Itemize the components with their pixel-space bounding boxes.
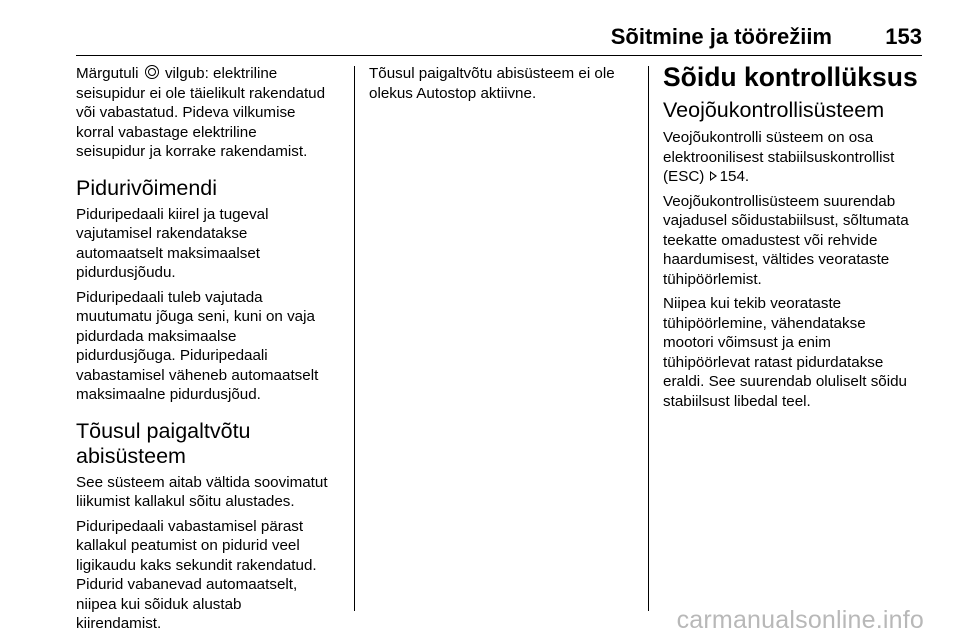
paragraph <box>663 192 925 290</box>
paragraph <box>663 294 925 411</box>
text-line: tühipöörlemine, vähendatakse <box>663 314 866 332</box>
paragraph <box>663 128 925 187</box>
text-line: automaatselt maksimaalset <box>76 244 261 262</box>
text-line: kiirendamist. <box>76 615 162 632</box>
running-title: Sõitmine ja töörežiim <box>610 24 832 49</box>
text-line: vajadusel sõidustabiilsust, sõltumata <box>663 212 909 229</box>
text-line: eraldi. See suurendab oluliselt sõidu <box>663 373 908 390</box>
text-line: vabastamisel väheneb automaatselt <box>76 366 319 384</box>
header-rule <box>76 55 922 57</box>
text-line: Piduripedaali kiirel ja tugeval <box>76 205 269 223</box>
column-left <box>76 64 346 639</box>
text-line: olekus Autostop aktiivne. <box>369 84 537 102</box>
text-line: Piduripedaali tuleb vajutada <box>76 288 263 306</box>
text-line: ligikaudu kaks sekundit rakendatud. <box>76 556 317 574</box>
text-line: pidurdusjõuga. Piduripedaali <box>76 347 268 364</box>
heading-pidurivoimendi: Pidurivõimendi <box>76 175 218 200</box>
text-line: korral vabastage elektriline <box>76 123 257 141</box>
text-line: mootori võimsust ja enim <box>663 334 831 351</box>
text-line: muutumatu jõuga seni, kuni on vaja <box>76 308 315 325</box>
parking-brake-warning-icon <box>145 65 159 79</box>
text-line: See süsteem aitab vältida soovimatut <box>76 473 328 491</box>
page-reference-link[interactable]: 154. <box>719 168 750 185</box>
paragraph <box>369 64 637 103</box>
column-middle <box>369 64 637 108</box>
text-line: maksimaalne pidurdusjõud. <box>76 386 261 403</box>
watermark: carmanualsonline.info <box>676 606 924 634</box>
text-line: (ESC) <box>663 168 705 185</box>
text-line: Pidurid vabanevad automaatselt, <box>76 576 298 593</box>
text-line: tühipöörlemist. <box>663 270 762 288</box>
text-line: või vabastatud. Pideva vilkumise <box>76 104 296 121</box>
text-line: tühipöörlevat ratast pidurdatakse <box>663 353 884 371</box>
text-line: kallakul peatumist on pidurid veel <box>76 537 300 554</box>
text-line: Niipea kui tekib veorataste <box>663 295 842 312</box>
page-reference-arrow-icon <box>710 171 717 181</box>
column-right <box>663 64 925 416</box>
text-line: niipea kui sõiduk alustab <box>76 595 242 613</box>
text-line: vilgub: elektriline <box>164 65 278 82</box>
paragraph <box>76 205 346 283</box>
text-line: haardumisest, vältides veorataste <box>663 251 890 268</box>
text-line: seisupidur ei ole täielikult rakendatud <box>76 84 326 102</box>
paragraph <box>76 473 346 512</box>
heading-line: abisüsteem <box>76 443 186 468</box>
page-number: 153 <box>885 24 922 49</box>
paragraph <box>76 288 346 405</box>
text-line: Veojõukontrolli süsteem on osa <box>663 129 874 146</box>
text-line: Tõusul paigaltvõtu abisüsteem ei ole <box>369 65 615 82</box>
heading-tousul-paigaltvotu <box>76 419 346 469</box>
column-divider-right <box>648 66 649 611</box>
section-title: Sõidu kontrollüksus <box>663 62 918 92</box>
text-line: seisupidur ja korrake rakendamist. <box>76 143 308 160</box>
heading-line: Tõusul paigaltvõtu <box>76 418 251 443</box>
text-line: Veojõukontrollisüsteem suurendab <box>663 192 896 210</box>
text-line: Piduripedaali vabastamisel pärast <box>76 517 304 535</box>
heading-veojoukontrollisusteem: Veojõukontrollisüsteem <box>663 98 885 122</box>
page-header <box>76 22 922 56</box>
text-line: Märgutuli <box>76 65 139 82</box>
text-line: pidurdusjõudu. <box>76 264 176 281</box>
text-line: teekatte omadustest või rehvide <box>663 231 878 249</box>
text-line: stabiilsust libedal teel. <box>663 392 811 410</box>
text-line: pidurdada maksimaalse <box>76 327 237 345</box>
column-divider-left <box>354 66 355 611</box>
intro-paragraph <box>76 64 346 162</box>
text-line: liikumist kallakul sõitu alustades. <box>76 493 295 510</box>
paragraph <box>76 517 346 634</box>
text-line: vajutamisel rakendatakse <box>76 225 248 242</box>
text-line: elektroonilisest stabiilsuskontrollist <box>663 148 895 166</box>
